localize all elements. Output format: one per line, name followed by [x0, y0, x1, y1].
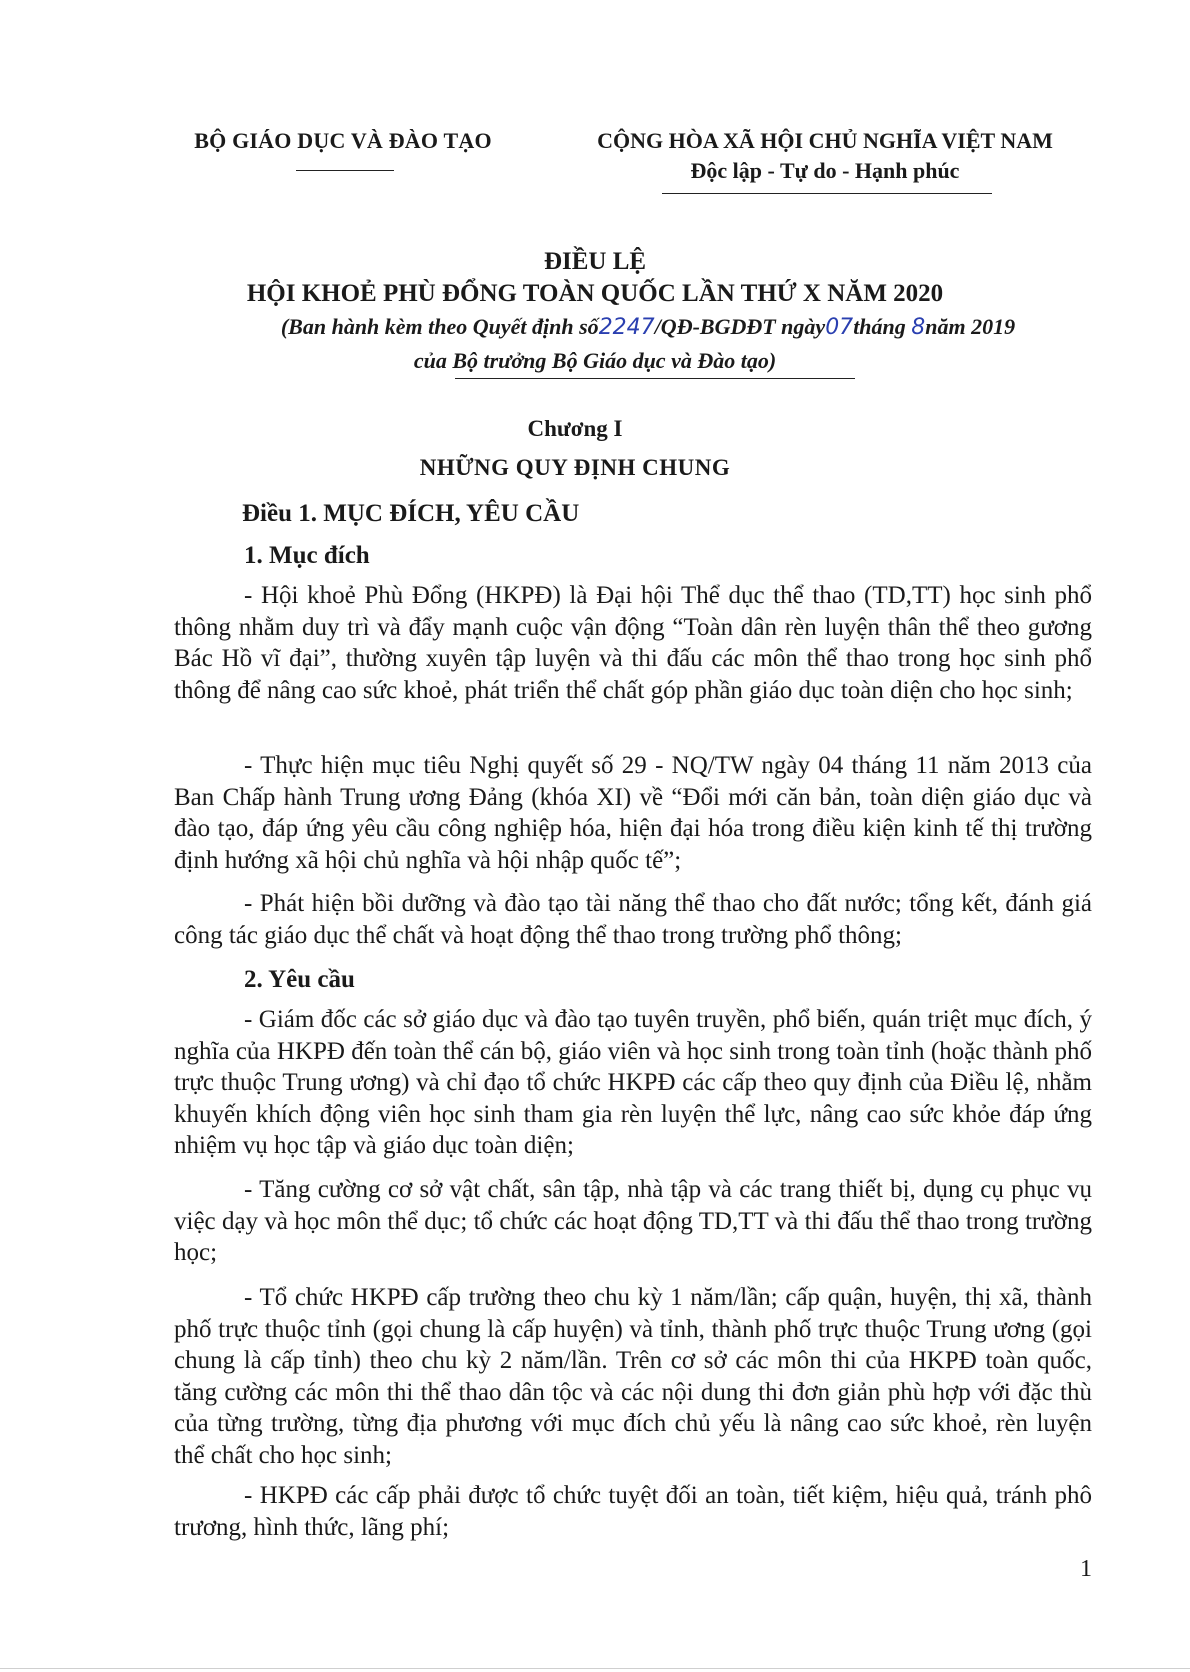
paragraph: - Hội khoẻ Phù Đổng (HKPĐ) là Đại hội Thể dục thể thao (TD,TT) học sinh phổ thông nhằm duy trì và đẩy mạnh cuộc vận động “Toàn dân rèn luyện thân thể theo gương Bác Hồ vĩ đại”, thường xuyên tập luyện và thi đấu các môn thể thao trong học sinh phổ thông để nâng cao sức khoẻ, phát triển thể chất góp phần giáo dục toàn diện cho học sinh;: [174, 582, 1092, 704]
decision-text-c: tháng: [853, 314, 912, 339]
ministry-name: BỘ GIÁO DỤC VÀ ĐÀO TẠO: [194, 128, 492, 153]
national-motto: Độc lập - Tự do - Hạnh phúc: [690, 158, 960, 183]
decision-reference: [218, 314, 1078, 340]
issuer-underline: [455, 378, 855, 379]
decision-number-handwritten: 2247: [598, 315, 655, 340]
paragraph: - HKPĐ các cấp phải được tổ chức tuyệt đối an toàn, tiết kiệm, hiệu quả, tránh phô trương, hình thức, lãng phí;: [174, 1482, 1092, 1541]
scan-edge: [0, 1668, 1190, 1669]
chapter-name: NHỮNG QUY ĐỊNH CHUNG: [419, 455, 731, 480]
paragraph: - Tăng cường cơ sở vật chất, sân tập, nhà tập và các trang thiết bị, dụng cụ phục vụ việc dạy và học môn thể dục; tổ chức các hoạt động TD,TT và thi đấu thể thao trong trường học;: [174, 1176, 1092, 1267]
decision-text-d: năm 2019: [925, 314, 1016, 339]
section-heading-purpose: 1. Mục đích: [244, 542, 370, 569]
decision-text-b: /QĐ-BGDĐT ngày: [654, 314, 826, 339]
motto-underline: [662, 193, 992, 194]
ministry-underline: [296, 170, 394, 171]
decision-day-handwritten: 07: [825, 315, 854, 340]
country-name: CỘNG HÒA XÃ HỘI CHỦ NGHĨA VIỆT NAM: [597, 128, 1053, 153]
section-heading-requirements: 2. Yêu cầu: [244, 966, 355, 993]
decision-month-handwritten: 8: [911, 315, 926, 340]
issuer-line: của Bộ trưởng Bộ Giáo dục và Đào tạo): [413, 348, 777, 373]
decision-text-a: (Ban hành kèm theo Quyết định số: [280, 314, 599, 339]
paragraph: - Phát hiện bồi dưỡng và đào tạo tài năng thể thao cho đất nước; tổng kết, đánh giá công tác giáo dục thể chất và hoạt động thể thao trong trường phổ thông;: [174, 890, 1092, 949]
document-subtitle: HỘI KHOẺ PHÙ ĐỔNG TOÀN QUỐC LẦN THỨ X NĂM 2020: [246, 280, 944, 307]
document-title: ĐIỀU LỆ: [543, 248, 647, 275]
chapter-label: Chương I: [527, 416, 623, 441]
paragraph: - Tổ chức HKPĐ cấp trường theo chu kỳ 1 năm/lần; cấp quận, huyện, thị xã, thành phố trực thuộc tỉnh (gọi chung là cấp huyện) và tỉnh, thành phố trực thuộc Trung ương (gọi chung là cấp tỉnh) theo chu kỳ 2 năm/lần. Trên cơ sở các môn thi của HKPĐ toàn quốc, tăng cường các môn thi thể thao dân tộc và các nội dung thi đơn giản phù hợp với đặc thù của từng trường, từng địa phương với mục đích chủ yếu là nâng cao sức khoẻ, rèn luyện thể chất cho học sinh;: [174, 1284, 1092, 1469]
article-heading: Điều 1. MỤC ĐÍCH, YÊU CẦU: [242, 500, 580, 527]
paragraph: - Thực hiện mục tiêu Nghị quyết số 29 - NQ/TW ngày 04 tháng 11 năm 2013 của Ban Chấp hành Trung ương Đảng (khóa XI) về “Đổi mới căn bản, toàn diện giáo dục và đào tạo, đáp ứng yêu cầu công nghiệp hóa, hiện đại hóa trong điều kiện kinh tế thị trường định hướng xã hội chủ nghĩa và hội nhập quốc tế”;: [174, 752, 1092, 874]
page-number: 1: [1080, 1556, 1092, 1582]
paragraph: - Giám đốc các sở giáo dục và đào tạo tuyên truyền, phổ biến, quán triệt mục đích, ý nghĩa của HKPĐ đến toàn thể cán bộ, giáo viên và học sinh trong toàn tỉnh (hoặc thành phố trực thuộc Trung ương) và chỉ đạo tổ chức HKPĐ các cấp theo quy định của Điều lệ, nhằm khuyến khích động viên học sinh tham gia rèn luyện thể lực, nâng cao sức khỏe đáp ứng nhiệm vụ học tập và giáo dục toàn diện;: [174, 1006, 1092, 1160]
national-header: [560, 128, 1090, 184]
